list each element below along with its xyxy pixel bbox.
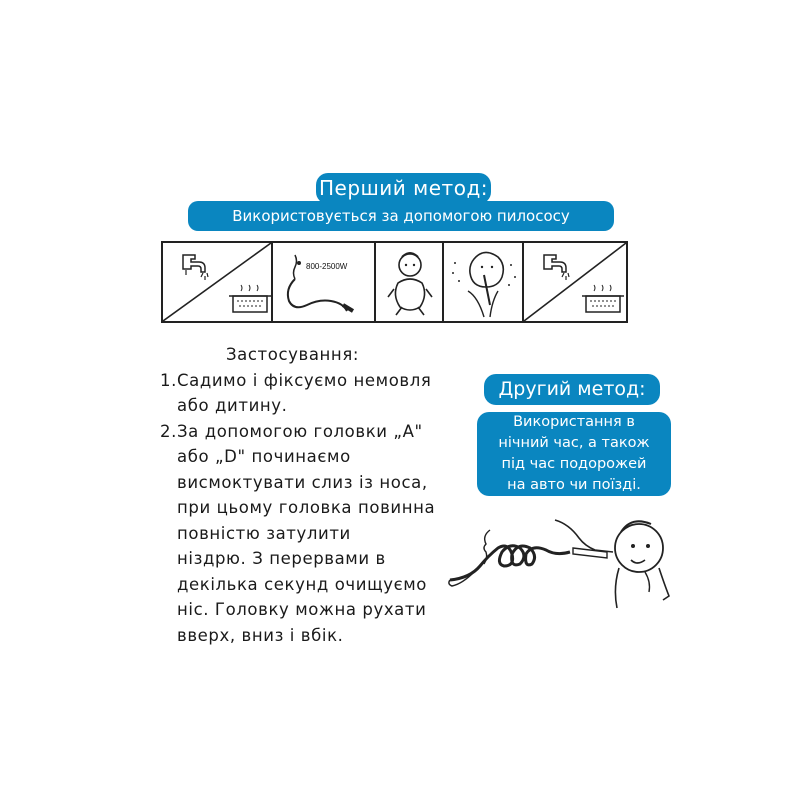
method-2-desc-line: Використання в — [513, 414, 635, 430]
steps-strip — [161, 241, 628, 323]
instruction-line: при цьому головка повинна — [177, 498, 436, 517]
instruction-item — [158, 419, 458, 649]
method-1-title: Перший метод: — [316, 173, 491, 204]
instruction-line: або дитину. — [177, 396, 288, 415]
instructions-list — [158, 368, 458, 649]
instruction-line: висмоктувати слиз із носа, — [177, 472, 428, 492]
instructions-heading: Застосування: — [226, 345, 360, 364]
step-faucet-boil — [163, 243, 273, 321]
instruction-line: ніс. Головку можна рухати — [177, 600, 427, 619]
instruction-line: повністю затулити — [177, 523, 351, 543]
instruction-line: або „D" починаємо — [177, 447, 351, 466]
power-label: 800-2500W — [306, 262, 348, 271]
instruction-item — [158, 368, 458, 419]
instruction-number: 2. — [160, 421, 177, 441]
step-child-aspirator — [444, 243, 524, 321]
faucet-boil-icon — [163, 243, 273, 321]
instructions — [158, 342, 458, 648]
instruction-line: За допомогою головки „A" — [177, 421, 423, 441]
instruction-line: вверх, вниз і вбік. — [177, 625, 344, 645]
faucet-boil-icon — [524, 243, 626, 321]
method-2-title: Другий метод: — [484, 374, 660, 405]
instruction-line: декілька секунд очищуємо — [177, 574, 427, 594]
method-2-desc-line: під час подорожей — [501, 456, 647, 472]
step-vacuum — [273, 243, 376, 321]
baby-aspirator-illustration — [445, 508, 675, 610]
instruction-number: 1. — [160, 370, 177, 390]
method-1-subtitle: Використовується за допомогою пилососу — [188, 201, 614, 231]
step-child — [376, 243, 444, 321]
step-faucet-boil-2 — [524, 243, 626, 321]
child-aspirator-icon — [444, 243, 524, 321]
vacuum-hose-icon — [273, 243, 376, 321]
instruction-line: ніздрю. З перервами в — [177, 549, 386, 568]
method-2-desc-line: на авто чи поїзді. — [507, 477, 641, 493]
method-2-desc-line: нічний час, а також — [498, 435, 650, 451]
method-2-description — [477, 412, 671, 496]
child-icon — [376, 243, 444, 321]
instruction-line: Садимо і фіксуємо немовля — [177, 370, 432, 390]
